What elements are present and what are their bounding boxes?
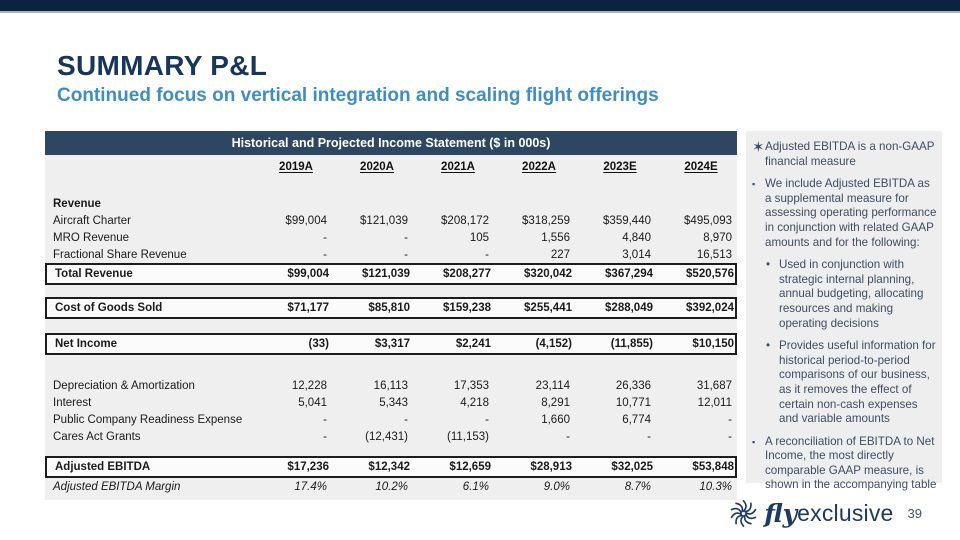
row-value: $10,150: [692, 338, 734, 350]
table-title-bar: Historical and Projected Income Statement ($ in 000s): [45, 131, 737, 155]
table-row: [45, 229, 737, 246]
row-label: Net Income: [55, 338, 117, 350]
year-column-header: 2022A: [522, 161, 556, 173]
row-label: Public Company Readiness Expense: [53, 413, 243, 426]
dot-bullet-icon: •: [766, 339, 771, 353]
row-value: $99,004: [287, 268, 329, 280]
table-column-headers: [249, 155, 737, 179]
table-row: [45, 394, 737, 411]
row-value: 4,218: [460, 396, 489, 409]
row-label: Total Revenue: [55, 268, 133, 280]
row-label: Interest: [53, 396, 92, 409]
dot-bullet-icon: •: [766, 258, 771, 272]
row-value: 5,041: [298, 396, 327, 409]
row-value: 9.0%: [543, 480, 570, 493]
row-value: $288,049: [605, 302, 653, 314]
table-row: [45, 246, 737, 263]
note-item: [752, 339, 937, 427]
row-value: 6.1%: [462, 480, 489, 493]
row-value: $255,441: [524, 302, 572, 314]
note-item: [752, 177, 937, 250]
table-row: [47, 335, 735, 353]
row-value: -: [728, 413, 732, 426]
row-value: 23,114: [535, 379, 570, 392]
row-label: Fractional Share Revenue: [53, 248, 187, 261]
row-value: 12,011: [697, 396, 732, 409]
row-value: $2,241: [455, 338, 491, 350]
row-value: -: [323, 231, 327, 244]
row-label: Depreciation & Amortization: [53, 379, 195, 392]
row-value: 26,336: [615, 379, 651, 392]
row-value: $318,259: [522, 214, 570, 227]
row-value: -: [485, 413, 489, 426]
row-value: -: [485, 248, 489, 261]
row-value: 8,291: [541, 396, 570, 409]
row-value: $17,236: [287, 461, 329, 473]
row-value: 10.3%: [699, 480, 732, 493]
row-value: $28,913: [530, 461, 572, 473]
row-value: (11,855): [610, 338, 653, 350]
table-row: [45, 377, 737, 394]
note-text: Provides useful information for historical period-to-period comparisons of our business, as it removes the effect of certain non-cash expenses and variable amounts: [779, 339, 936, 426]
row-value: -: [323, 430, 327, 443]
year-column-header: 2021A: [441, 161, 475, 173]
row-spacer: [45, 179, 737, 195]
row-value: 227: [550, 248, 570, 261]
row-label: MRO Revenue: [53, 231, 130, 244]
year-column-header: 2024E: [684, 161, 718, 173]
note-item: [752, 435, 937, 493]
logo-text-fly: fly: [764, 499, 798, 528]
row-value: (4,152): [535, 338, 572, 350]
row-value: $32,025: [611, 461, 653, 473]
row-value: $159,238: [443, 302, 491, 314]
row-value: 16,513: [696, 248, 732, 261]
row-value: 8,970: [703, 231, 732, 244]
row-value: -: [404, 231, 408, 244]
square-bullet-icon: ▪: [752, 436, 756, 447]
table-body: [45, 179, 737, 495]
row-value: $367,294: [605, 268, 653, 280]
row-value: 12,228: [291, 379, 327, 392]
note-text: A reconciliation of EBITDA to Net Income, the most directly comparable GAAP measure, is shown in the accompanying table: [765, 434, 937, 492]
row-value: 17.4%: [294, 480, 327, 493]
row-value: $121,039: [362, 268, 410, 280]
row-value: $208,172: [441, 214, 489, 227]
top-accent-bar: [0, 0, 960, 13]
row-value: $392,024: [686, 302, 734, 314]
row-value: $121,039: [360, 214, 408, 227]
row-value: 5,343: [379, 396, 408, 409]
row-value: $85,810: [368, 302, 410, 314]
table-row: [45, 195, 737, 212]
table-row: [45, 411, 737, 428]
row-value: -: [323, 413, 327, 426]
row-label: Adjusted EBITDA Margin: [53, 480, 181, 493]
note-text: We include Adjusted EBITDA as a supplemental measure for assessing operating performance in conjunction with related GAAP amounts and for the following:: [765, 177, 937, 249]
row-value: -: [404, 413, 408, 426]
highlighted-total-box: [45, 263, 737, 285]
row-label: Adjusted EBITDA: [55, 461, 151, 473]
page-title: SUMMARY P&L: [57, 50, 268, 81]
notes-sidebar: [746, 131, 942, 492]
table-row: [45, 478, 737, 495]
row-value: 8.7%: [624, 480, 651, 493]
row-value: $520,576: [686, 268, 734, 280]
row-value: -: [323, 248, 327, 261]
year-column-header: 2019A: [279, 161, 313, 173]
note-item: [752, 258, 937, 331]
row-value: 31,687: [696, 379, 732, 392]
row-spacer: [45, 445, 737, 456]
table-row: [47, 458, 735, 476]
row-value: 10.2%: [375, 480, 408, 493]
row-value: -: [404, 248, 408, 261]
row-value: $208,277: [443, 268, 491, 280]
note-text: Adjusted EBITDA is a non-GAAP financial measure: [765, 140, 935, 168]
row-value: $3,317: [374, 338, 410, 350]
page-subtitle: Continued focus on vertical integration and scaling flight offerings: [57, 85, 659, 106]
row-value: $12,659: [449, 461, 491, 473]
highlighted-total-box: [45, 456, 737, 478]
year-column-header: 2023E: [603, 161, 637, 173]
row-value: (33): [308, 338, 329, 350]
row-value: -: [566, 430, 570, 443]
square-bullet-icon: ▪: [752, 179, 756, 190]
row-value: -: [647, 430, 651, 443]
highlighted-total-box: [45, 297, 737, 319]
row-value: $320,042: [524, 268, 572, 280]
row-value: 1,556: [541, 231, 570, 244]
table-row: [45, 212, 737, 229]
row-value: $99,004: [285, 214, 327, 227]
row-spacer: [45, 285, 737, 297]
year-column-header: 2020A: [360, 161, 394, 173]
row-value: (12,431): [365, 430, 408, 443]
footer: [727, 497, 922, 530]
row-value: $71,177: [287, 302, 329, 314]
row-value: 6,774: [622, 413, 651, 426]
income-statement-table: [45, 131, 737, 500]
highlighted-total-box: [45, 333, 737, 355]
row-label: Revenue: [53, 197, 101, 210]
row-label: Cares Act Grants: [53, 430, 141, 443]
row-value: $359,440: [603, 214, 651, 227]
logo-text-exclusive: exclusive: [797, 500, 894, 526]
row-spacer: [45, 355, 737, 377]
note-item: [752, 140, 937, 169]
table-row: [47, 265, 735, 283]
row-label: Cost of Goods Sold: [55, 302, 163, 314]
star-bullet-icon: ✶: [752, 139, 765, 156]
row-value: $53,848: [692, 461, 734, 473]
table-row: [47, 299, 735, 317]
row-value: $495,093: [684, 214, 732, 227]
row-spacer: [45, 319, 737, 333]
row-label: Aircraft Charter: [53, 214, 131, 227]
row-value: 3,014: [622, 248, 651, 261]
row-value: 10,771: [615, 396, 651, 409]
row-value: 105: [469, 231, 489, 244]
row-value: 4,840: [622, 231, 651, 244]
row-value: (11,153): [447, 430, 489, 443]
swirl-logo-icon: [727, 497, 760, 530]
page-number: 39: [907, 506, 922, 521]
row-value: -: [728, 430, 732, 443]
note-text: Used in conjunction with strategic internal planning, annual budgeting, allocating resources and making operating decisions: [779, 258, 924, 330]
table-row: [45, 428, 737, 445]
row-value: $12,342: [368, 461, 410, 473]
row-value: 17,353: [453, 379, 489, 392]
row-value: 1,660: [541, 413, 570, 426]
row-value: 16,113: [373, 379, 408, 392]
